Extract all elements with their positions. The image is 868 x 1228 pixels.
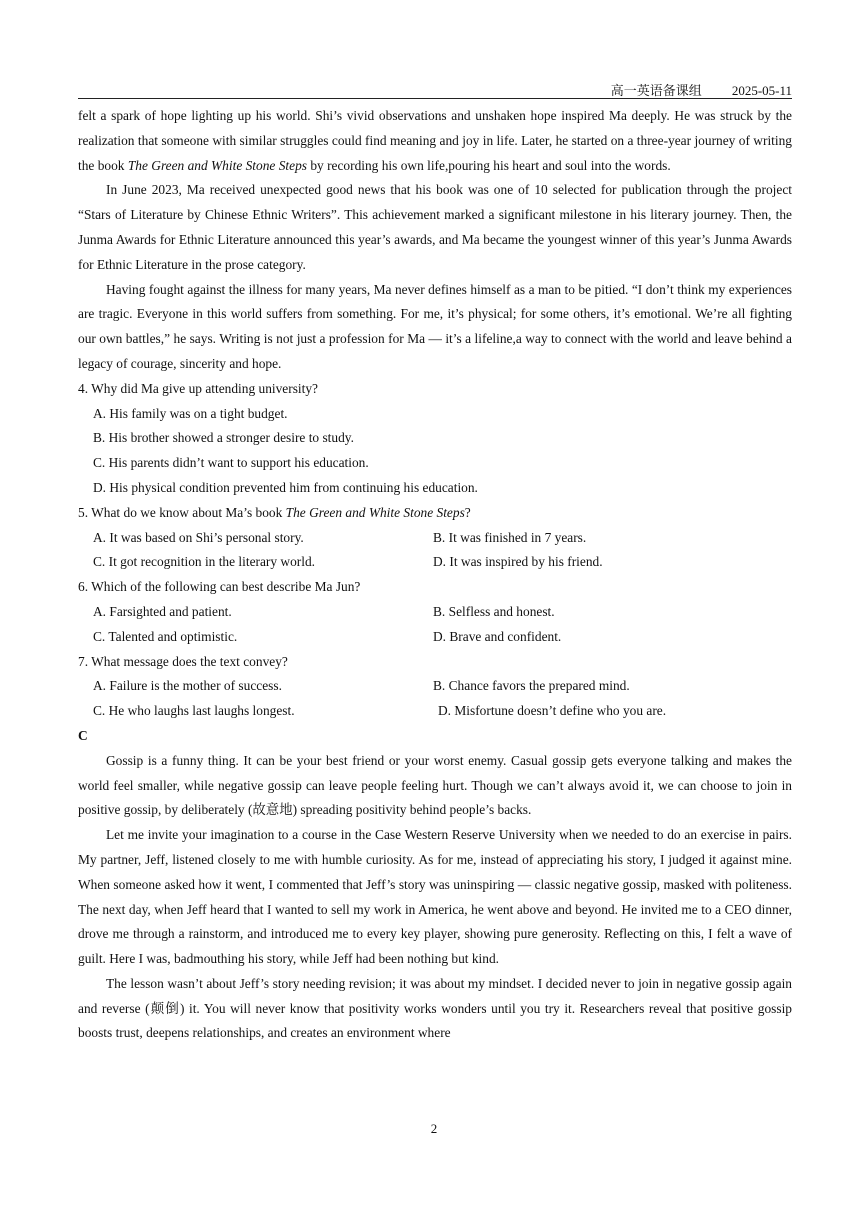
passage-c-paragraph-3: The lesson wasn’t about Jeff’s story needing revision; it was about my mindset. I decided never to join in negative gossip again and reverse (颠倒) it. You will never know that positivity works wonders until you try it. Researchers reveal that positive gossip boosts trust, deepens relationships, and creates an environment where bbox=[78, 975, 792, 1041]
question-7-options-row-2 bbox=[78, 699, 792, 724]
book-title: The Green and White Stone Steps bbox=[127, 157, 307, 173]
question-4-option-b: B. His brother showed a stronger desire to study. bbox=[93, 430, 354, 446]
question-6-stem: 6. Which of the following can best describe Ma Jun? bbox=[78, 579, 361, 595]
question-6-options-row-1 bbox=[78, 600, 792, 625]
page-number: 2 bbox=[430, 1121, 438, 1136]
passage-c-paragraph-1: Gossip is a funny thing. It can be your best friend or your worst enemy. Casual gossip gets everyone talking and makes the world feel smaller, while negative gossip can leave people feeling hurt. Though we can’t always avoid it, we can choose to join in positive gossip, by deliberately (故意地) spreading positivity behind people’s backs. bbox=[78, 752, 792, 818]
question-5-option-d: D. It was inspired by his friend. bbox=[433, 554, 603, 570]
page-header bbox=[78, 80, 792, 96]
passage-b-paragraph-1: felt a spark of hope lighting up his world. Shi’s vivid observations and unshaken hope inspired Ma deeply. He was struck by the realization that someone with similar struggles could find meaning and joy in life. Later, he started on a three-year journey of writing the book The Green and White Stone Steps by recording his own life,pouring his heart and soul into the words. bbox=[78, 108, 792, 173]
section-c-heading: C bbox=[78, 727, 88, 743]
question-5-options-row-1 bbox=[78, 526, 792, 551]
question-6-option-d: D. Brave and confident. bbox=[433, 628, 562, 644]
question-4-option-c: C. His parents didn’t want to support his education. bbox=[93, 455, 369, 471]
question-6-option-c: C. Talented and optimistic. bbox=[93, 628, 238, 644]
passage-c-paragraph-2: Let me invite your imagination to a course in the Case Western Reserve University when we needed to do an exercise in pairs. My partner, Jeff, listened closely to me with humble curiosity. As for me, instead of appreciating his story, I judged it against mine. When someone asked how it went, I commented that Jeff’s story was uninspiring — classic negative gossip, masked with politeness. The next day, when Jeff heard that I wanted to sell my work in America, he went above and beyond. He invited me to a CEO dinner, drove me through a rainstorm, and introduced me to every key player, showing pure generosity. Reflecting on this, I felt a wave of guilt. Here I was, badmouthing his story, while Jeff had been nothing but kind. bbox=[78, 827, 792, 967]
question-7-option-b: B. Chance favors the prepared mind. bbox=[433, 678, 630, 694]
header-date: 2025-05-11 bbox=[731, 83, 792, 98]
question-4-option-a: A. His family was on a tight budget. bbox=[93, 405, 288, 421]
question-6-option-b: B. Selfless and honest. bbox=[433, 603, 555, 619]
header-rule bbox=[78, 98, 792, 99]
question-6-options-row-2 bbox=[78, 625, 792, 650]
book-title: The Green and White Stone Steps bbox=[285, 504, 465, 520]
question-5-option-c: C. It got recognition in the literary world. bbox=[93, 554, 316, 570]
question-4-option-d: D. His physical condition prevented him from continuing his education. bbox=[93, 479, 478, 495]
question-7-stem: 7. What message does the text convey? bbox=[78, 653, 288, 669]
passage-b-paragraph-2: In June 2023, Ma received unexpected good news that his book was one of 10 selected for publication through the project “Stars of Literature by Chinese Ethnic Writers”. This achievement marked a significant milestone in his literary journey. Then, the Junma Awards for Ethnic Literature announced this year’s awards, and Ma became the youngest winner of this year’s Junma Awards for Ethnic Literature in the prose category. bbox=[78, 182, 792, 272]
question-5-option-b: B. It was finished in 7 years. bbox=[433, 529, 587, 545]
header-group-name: 高一英语备课组 bbox=[610, 83, 702, 98]
question-7-option-a: A. Failure is the mother of success. bbox=[93, 678, 282, 694]
question-7-option-d: D. Misfortune doesn’t define who you are. bbox=[438, 703, 667, 719]
question-7-options-row-1 bbox=[78, 674, 792, 699]
question-5-option-a: A. It was based on Shi’s personal story. bbox=[93, 529, 304, 545]
question-4-stem: 4. Why did Ma give up attending university? bbox=[78, 380, 318, 396]
question-5-options-row-2 bbox=[78, 550, 792, 575]
question-5-stem: 5. What do we know about Ma’s book The Green and White Stone Steps? bbox=[78, 504, 471, 520]
page-content bbox=[78, 104, 792, 1046]
question-7-option-c: C. He who laughs last laughs longest. bbox=[93, 703, 295, 719]
question-6-option-a: A. Farsighted and patient. bbox=[93, 603, 232, 619]
passage-b-paragraph-3: Having fought against the illness for many years, Ma never defines himself as a man to be pitied. “I don’t think my experiences are tragic. Everyone in this world suffers from something. For me, it’s physical; for some others, it’s emotional. We’re all fighting our own battles,” he says. Writing is not just a profession for Ma — it’s a lifeline,a way to connect with the world and leave behind a legacy of courage, sincerity and hope. bbox=[78, 281, 792, 371]
